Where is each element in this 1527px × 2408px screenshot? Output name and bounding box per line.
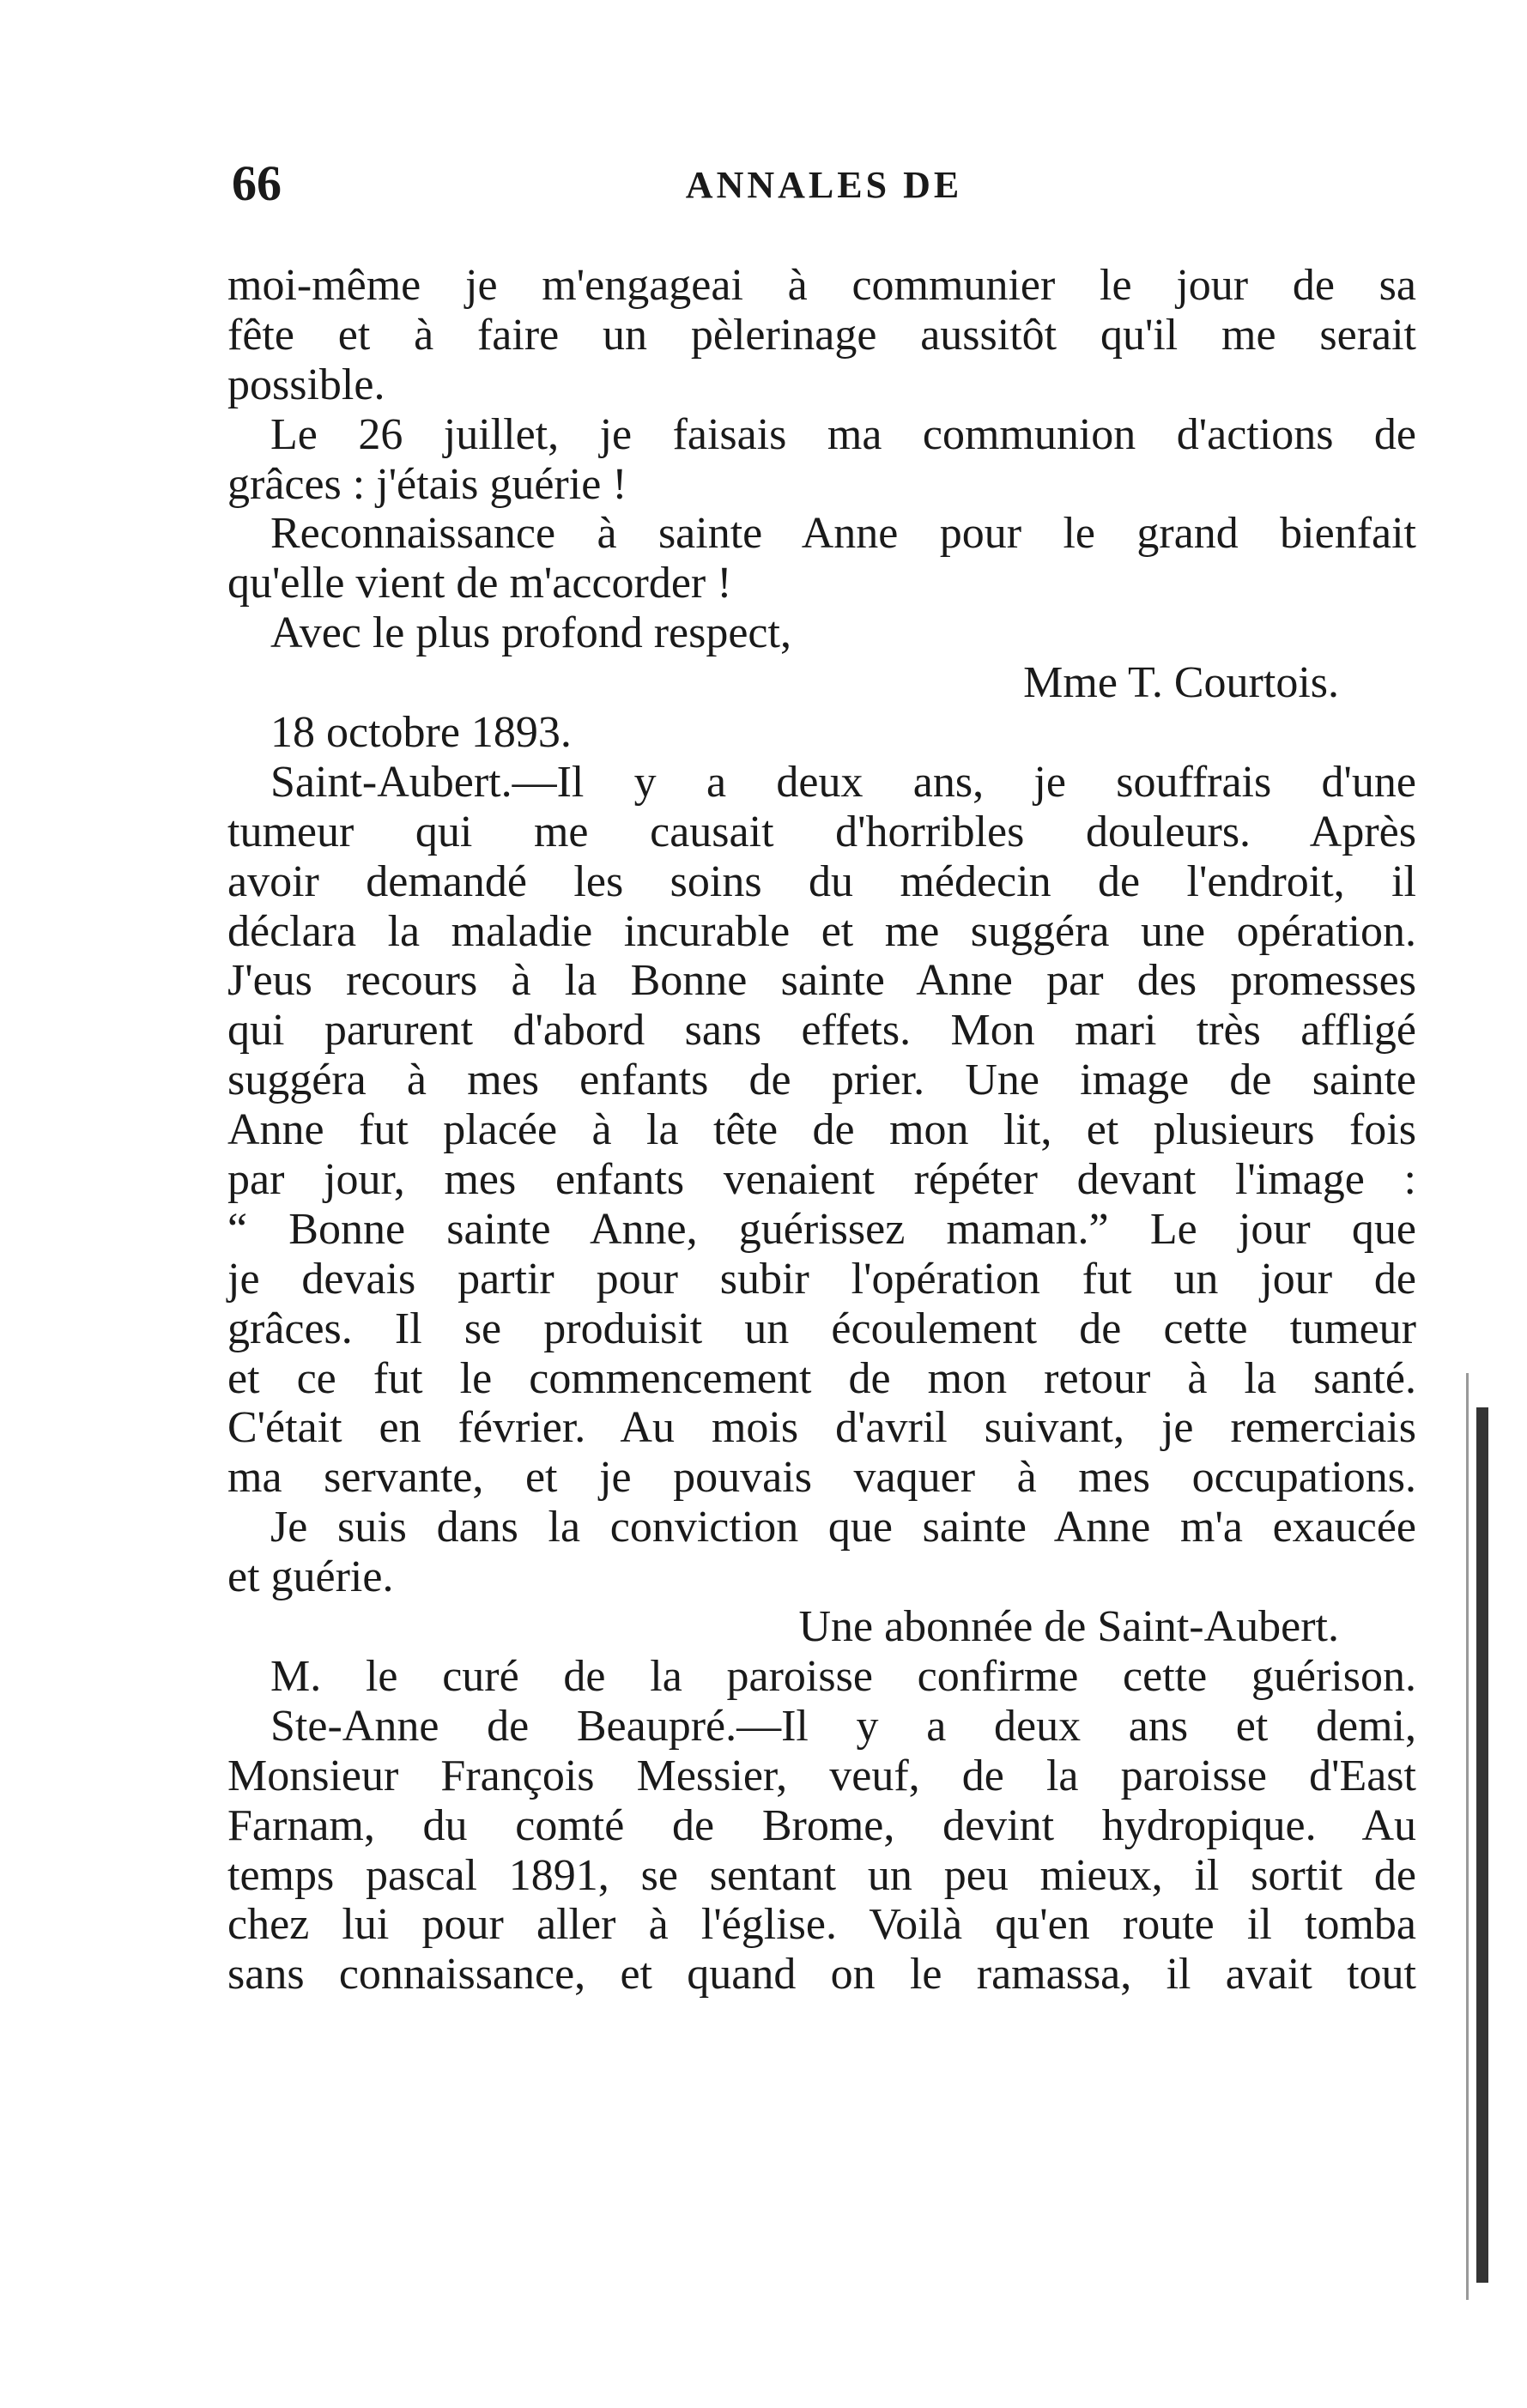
text-line: qui parurent d'abord sans effets. Mon mari très affligé — [227, 1006, 1416, 1056]
text-line: suggéra à mes enfants de prier. Une image de sainte — [227, 1056, 1416, 1105]
page-header — [232, 154, 1416, 223]
body-text — [227, 261, 1416, 2000]
text-line: Avec le plus profond respect, — [270, 608, 791, 658]
text-line: grâces : j'étais guérie ! — [227, 459, 627, 509]
text-line: Le 26 juillet, je faisais ma communion d'actions de — [270, 409, 1416, 459]
text-line: grâces. Il se produisit un écoulement de cette tumeur — [227, 1304, 1416, 1353]
text-line: Je suis dans la conviction que sainte Anne m'a exaucée — [270, 1503, 1416, 1552]
text-line: “ Bonne sainte Anne, guérissez maman.” Le jour que — [227, 1204, 1416, 1254]
text-line: Anne fut placée à la tête de mon lit, et plusieurs fois — [227, 1105, 1416, 1155]
text-line: J'eus recours à la Bonne sainte Anne par des promesses — [227, 956, 1416, 1006]
text-line: fête et à faire un pèlerinage aussitôt qu'il me serait — [227, 310, 1416, 360]
text-line: par jour, mes enfants venaient répéter devant l'image : — [227, 1155, 1416, 1205]
running-title: ANNALES DE — [685, 164, 963, 206]
text-line: chez lui pour aller à l'église. Voilà qu'en route il tomba — [227, 1900, 1416, 1950]
text-line: je devais partir pour subir l'opération fut un jour de — [227, 1254, 1416, 1304]
text-line: Ste-Anne de Beaupré.—Il y a deux ans et demi, — [270, 1701, 1416, 1751]
text-line: déclara la maladie incurable et me suggéra une opération. — [227, 906, 1416, 956]
text-line: temps pascal 1891, se sentant un peu mieux, il sortit de — [227, 1850, 1416, 1900]
text-line: sans connaissance, et quand on le ramassa, il avait tout — [227, 1950, 1416, 2000]
text-line: et guérie. — [227, 1552, 394, 1602]
text-line: et ce fut le commencement de mon retour à la santé. — [227, 1353, 1416, 1403]
text-line: qu'elle vient de m'accorder ! — [227, 559, 732, 608]
text-line: avoir demandé les soins du médecin de l'endroit, il — [227, 856, 1416, 906]
signature-line: Une abonnée de Saint-Aubert. — [798, 1602, 1339, 1652]
text-line: C'était en février. Au mois d'avril suivant, je remerciais — [227, 1403, 1416, 1453]
text-line: ma servante, et je pouvais vaquer à mes occupations. — [227, 1453, 1416, 1503]
text-line: Monsieur François Messier, veuf, de la paroisse d'East — [227, 1751, 1416, 1800]
date-line: 18 octobre 1893. — [270, 708, 572, 758]
text-line: M. le curé de la paroisse confirme cette guérison. — [270, 1651, 1416, 1701]
text-line: moi-même je m'engageai à communier le jour de sa — [227, 261, 1416, 310]
text-line: Farnam, du comté de Brome, devint hydropique. Au — [227, 1800, 1416, 1850]
page-number: 66 — [232, 155, 282, 211]
text-line: possible. — [227, 360, 385, 409]
signature-line: Mme T. Courtois. — [1023, 658, 1339, 708]
binding-edge — [1476, 1407, 1488, 2283]
text-line: tumeur qui me causait d'horribles douleurs. Après — [227, 807, 1416, 856]
text-line: Reconnaissance à sainte Anne pour le grand bienfait — [270, 509, 1416, 559]
text-line: Saint-Aubert.—Il y a deux ans, je souffrais d'une — [270, 757, 1416, 807]
page-edge-shadow — [1466, 1373, 1469, 2300]
